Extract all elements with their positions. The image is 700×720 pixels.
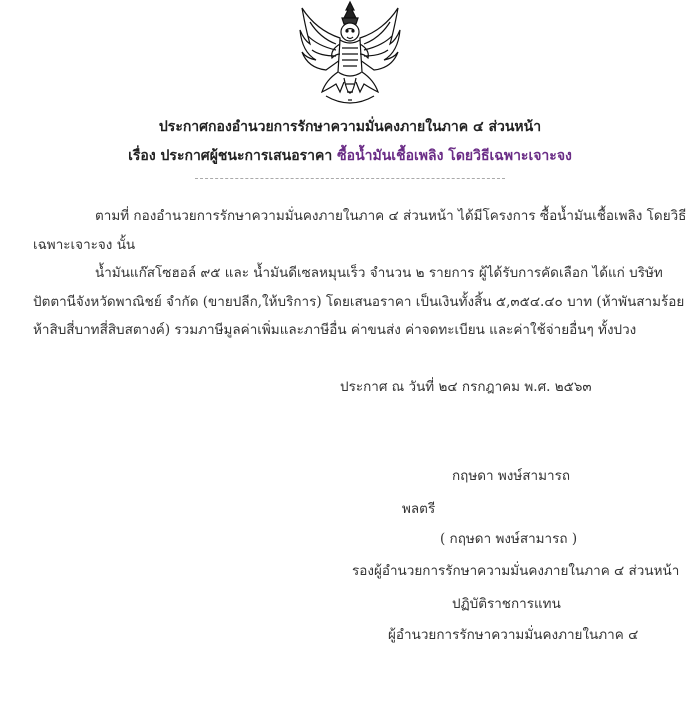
body-paragraph1-line2: เฉพาะเจาะจง นั้น: [33, 237, 136, 253]
body-paragraph2-line1: น้ำมันแก๊สโซฮอล์ ๙๕ และ น้ำมันดีเซลหมุนเร็ว จำนวน ๒ รายการ ผู้ได้รับการคัดเลือก ได้แก่ บริษัท: [95, 265, 663, 281]
signer-rank: พลตรี: [402, 501, 436, 517]
announcement-subject: [0, 145, 700, 167]
subject-prefix: เรื่อง ประกาศผู้ชนะการเสนอราคา: [128, 148, 333, 164]
signer-acting: ปฏิบัติราชการแทน: [452, 596, 561, 612]
garuda-emblem-icon: [296, 0, 404, 110]
signer-name: กฤษดา พงษ์สามารถ: [452, 468, 570, 484]
body-paragraph2-line3: ห้าสิบสี่บาทสี่สิบสตางค์) รวมภาษีมูลค่าเพิ่มและภาษีอื่น ค่าขนส่ง ค่าจดทะเบียน และค่าใช้จ่ายอื่นๆ ทั้งปวง: [33, 322, 637, 338]
body-paragraph1-line1: ตามที่ กองอำนวยการรักษาความมั่นคงภายในภาค ๔ ส่วนหน้า ได้มีโครงการ ซื้อน้ำมันเชื้อเพลิง โดยวิธี: [95, 208, 687, 224]
announcement-title: ประกาศกองอำนวยการรักษาความมั่นคงภายในภาค ๔ ส่วนหน้า: [158, 119, 542, 135]
divider: [195, 178, 505, 179]
body-paragraph2-line2: ปัตตานีจังหวัดพาณิชย์ จำกัด (ขายปลีก,ให้บริการ) โดยเสนอราคา เป็นเงินทั้งสิ้น ๕,๓๕๔.๔๐ บาท (ห้าพันสามร้อย: [33, 294, 685, 310]
subject-item: ซื้อน้ำมันเชื้อเพลิง โดยวิธีเฉพาะเจาะจง: [337, 148, 572, 164]
signer-position: รองผู้อำนวยการรักษาความมั่นคงภายในภาค ๔ ส่วนหน้า: [352, 563, 680, 579]
signer-position-principal: ผู้อำนวยการรักษาความมั่นคงภายในภาค ๔: [388, 627, 639, 643]
announcement-date: ประกาศ ณ วันที่ ๒๔ กรกฎาคม พ.ศ. ๒๕๖๓: [340, 379, 592, 395]
signer-name-parenthetical: ( กฤษดา พงษ์สามารถ ): [440, 531, 578, 547]
